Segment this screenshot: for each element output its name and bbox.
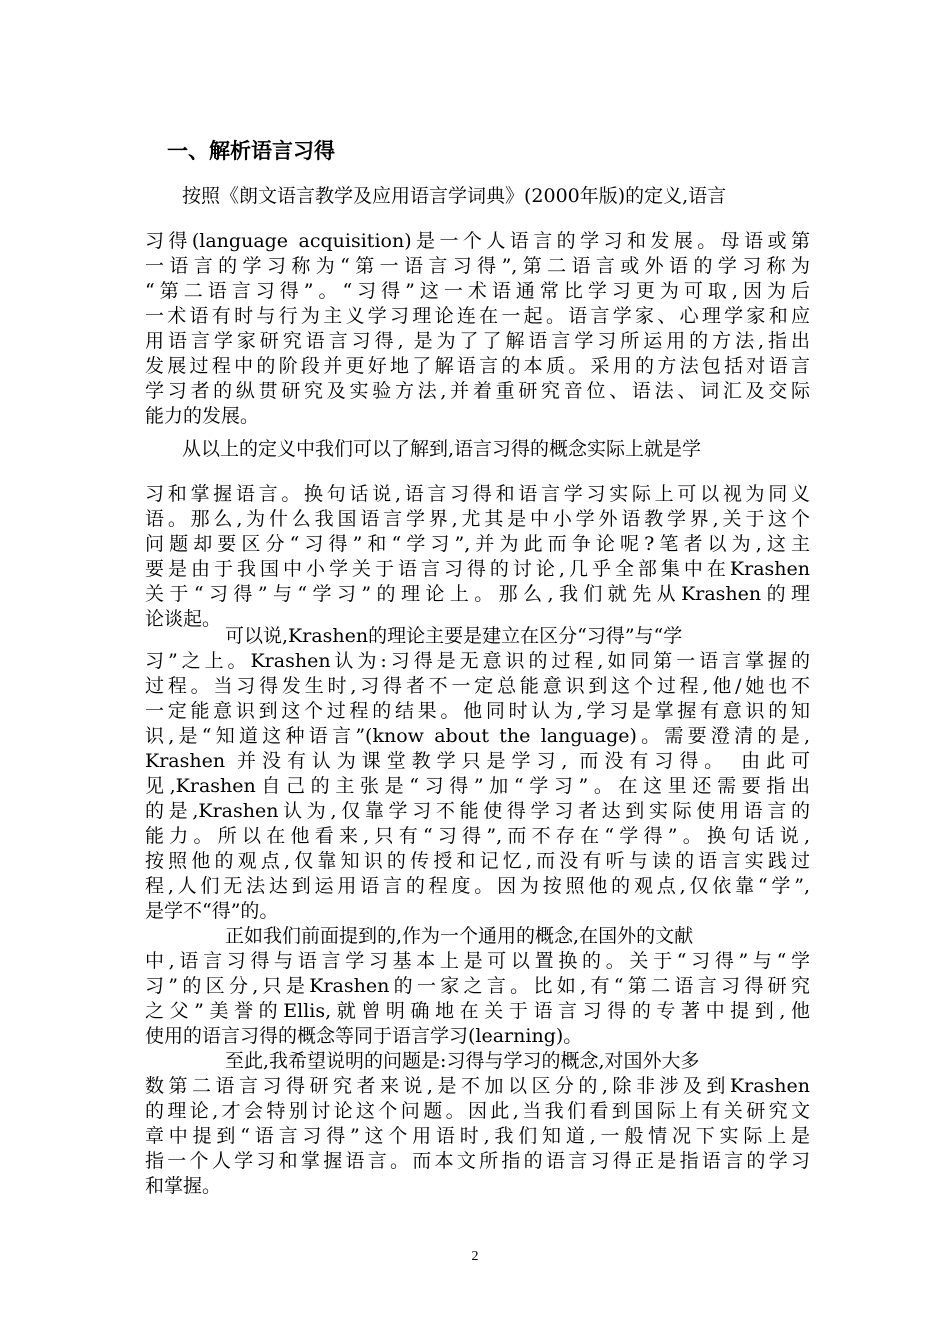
- text-line: 识,是“知道这种语言”(know about the language)。需要澄清的是,: [145, 725, 810, 747]
- text-line: 中,语言习得与语言学习基本上是可以置换的。关于“习得”与“学: [145, 950, 810, 972]
- text-line: 章中提到“语言习得”这个用语时,我们知道,一般情况下实际上是: [145, 1125, 810, 1147]
- text-line: 要是由于我国中小学关于语言习得的讨论,几乎全部集中在Krashen: [145, 558, 810, 580]
- text-line: 的是,Krashen认为,仅靠学习不能使得学习者达到实际使用语言的: [145, 800, 810, 822]
- page-number: 2: [471, 1249, 479, 1264]
- text-line: 习和掌握语言。换句话说,语言习得和语言学习实际上可以视为同义: [145, 483, 810, 505]
- text-line: 正如我们前面提到的,作为一个通用的概念,在国外的文献: [225, 925, 694, 947]
- text-line: 一定能意识到这个过程的结果。他同时认为,学习是掌握有意识的知: [145, 700, 810, 722]
- text-line: 习”之上。Krashen认为:习得是无意识的过程,如同第一语言掌握的: [145, 650, 810, 672]
- text-line: 问题却要区分“习得”和“学习”,并为此而争论呢?笔者以为,这主: [145, 533, 810, 555]
- text-line: Krashen 并没有认为课堂教学只是学习, 而没有习得。 由此可: [145, 750, 810, 772]
- text-line: 是学不“得”的。: [145, 900, 279, 922]
- text-line: 至此,我希望说明的问题是:习得与学习的概念,对国外大多: [225, 1050, 700, 1072]
- text-line: “第二语言习得”。“习得”这一术语通常比学习更为可取,因为后: [145, 280, 810, 302]
- text-line: 指一个人学习和掌握语言。而本文所指的语言习得正是指语言的学习: [145, 1150, 810, 1172]
- text-line: 从以上的定义中我们可以了解到,语言习得的概念实际上就是学: [182, 438, 702, 460]
- text-line: 按照《朗文语言教学及应用语言学词典》(2000年版)的定义,语言: [182, 185, 727, 207]
- section-heading: 一、解析语言习得: [167, 139, 335, 163]
- text-line: 用语言学家研究语言习得, 是为了了解语言学习所运用的方法,指出: [145, 330, 810, 352]
- text-line: 习得(language acquisition)是一个人语言的学习和发展。母语或第: [145, 230, 810, 252]
- text-line: 之父”美誉的Ellis,就曾明确地在关于语言习得的专著中提到,他: [145, 1000, 810, 1022]
- text-line: 关于“习得”与“学习”的理论上。那么,我们就先从Krashen的理: [145, 583, 810, 605]
- text-line: 见,Krashen自己的主张是“习得”加“学习”。在这里还需要指出: [145, 775, 810, 797]
- text-line: 习”的区分,只是Krashen的一家之言。比如,有“第二语言习得研究: [145, 975, 810, 997]
- text-line: 发展过程中的阶段并更好地了解语言的本质。采用的方法包括对语言: [145, 355, 810, 377]
- text-line: 论谈起。: [145, 608, 222, 630]
- text-line: 的理论,才会特别讨论这个问题。因此,当我们看到国际上有关研究文: [145, 1100, 810, 1122]
- text-line: 数第二语言习得研究者来说,是不加以区分的,除非涉及到Krashen: [145, 1075, 810, 1097]
- paragraph-definition: [145, 184, 810, 429]
- paragraph-krashen-theory: [145, 624, 810, 924]
- text-line: 使用的语言习得的概念等同于语言学习(learning)。: [145, 1025, 583, 1047]
- paragraph-conclusion: [145, 1049, 810, 1199]
- text-line: 能力。所以在他看来,只有“习得”,而不存在“学得”。换句话说,: [145, 825, 810, 847]
- text-line: 过程。当习得发生时,习得者不一定总能意识到这个过程,他/她也不: [145, 675, 810, 697]
- text-line: 一术语有时与行为主义学习理论连在一起。语言学家、心理学家和应: [145, 305, 810, 327]
- text-line: 程,人们无法达到运用语言的程度。因为按照他的观点,仅依靠“学”,: [145, 875, 810, 897]
- text-line: 语。那么,为什么我国语言学界,尤其是中小学外语教学界,关于这个: [145, 508, 810, 530]
- text-line: 可以说,Krashen的理论主要是建立在区分“习得”与“学: [225, 625, 683, 647]
- text-line: 按照他的观点,仅靠知识的传授和记忆,而没有听与读的语言实践过: [145, 850, 810, 872]
- paragraph-synonym: [145, 437, 810, 632]
- text-line: 和掌握。: [145, 1175, 222, 1197]
- text-line: 能力的发展。: [145, 405, 260, 427]
- text-line: 一语言的学习称为“第一语言习得”,第二语言或外语的学习称为: [145, 255, 810, 277]
- paragraph-interchangeable: [145, 924, 810, 1049]
- text-line: 学习者的纵贯研究及实验方法,并着重研究音位、语法、词汇及交际: [145, 380, 810, 402]
